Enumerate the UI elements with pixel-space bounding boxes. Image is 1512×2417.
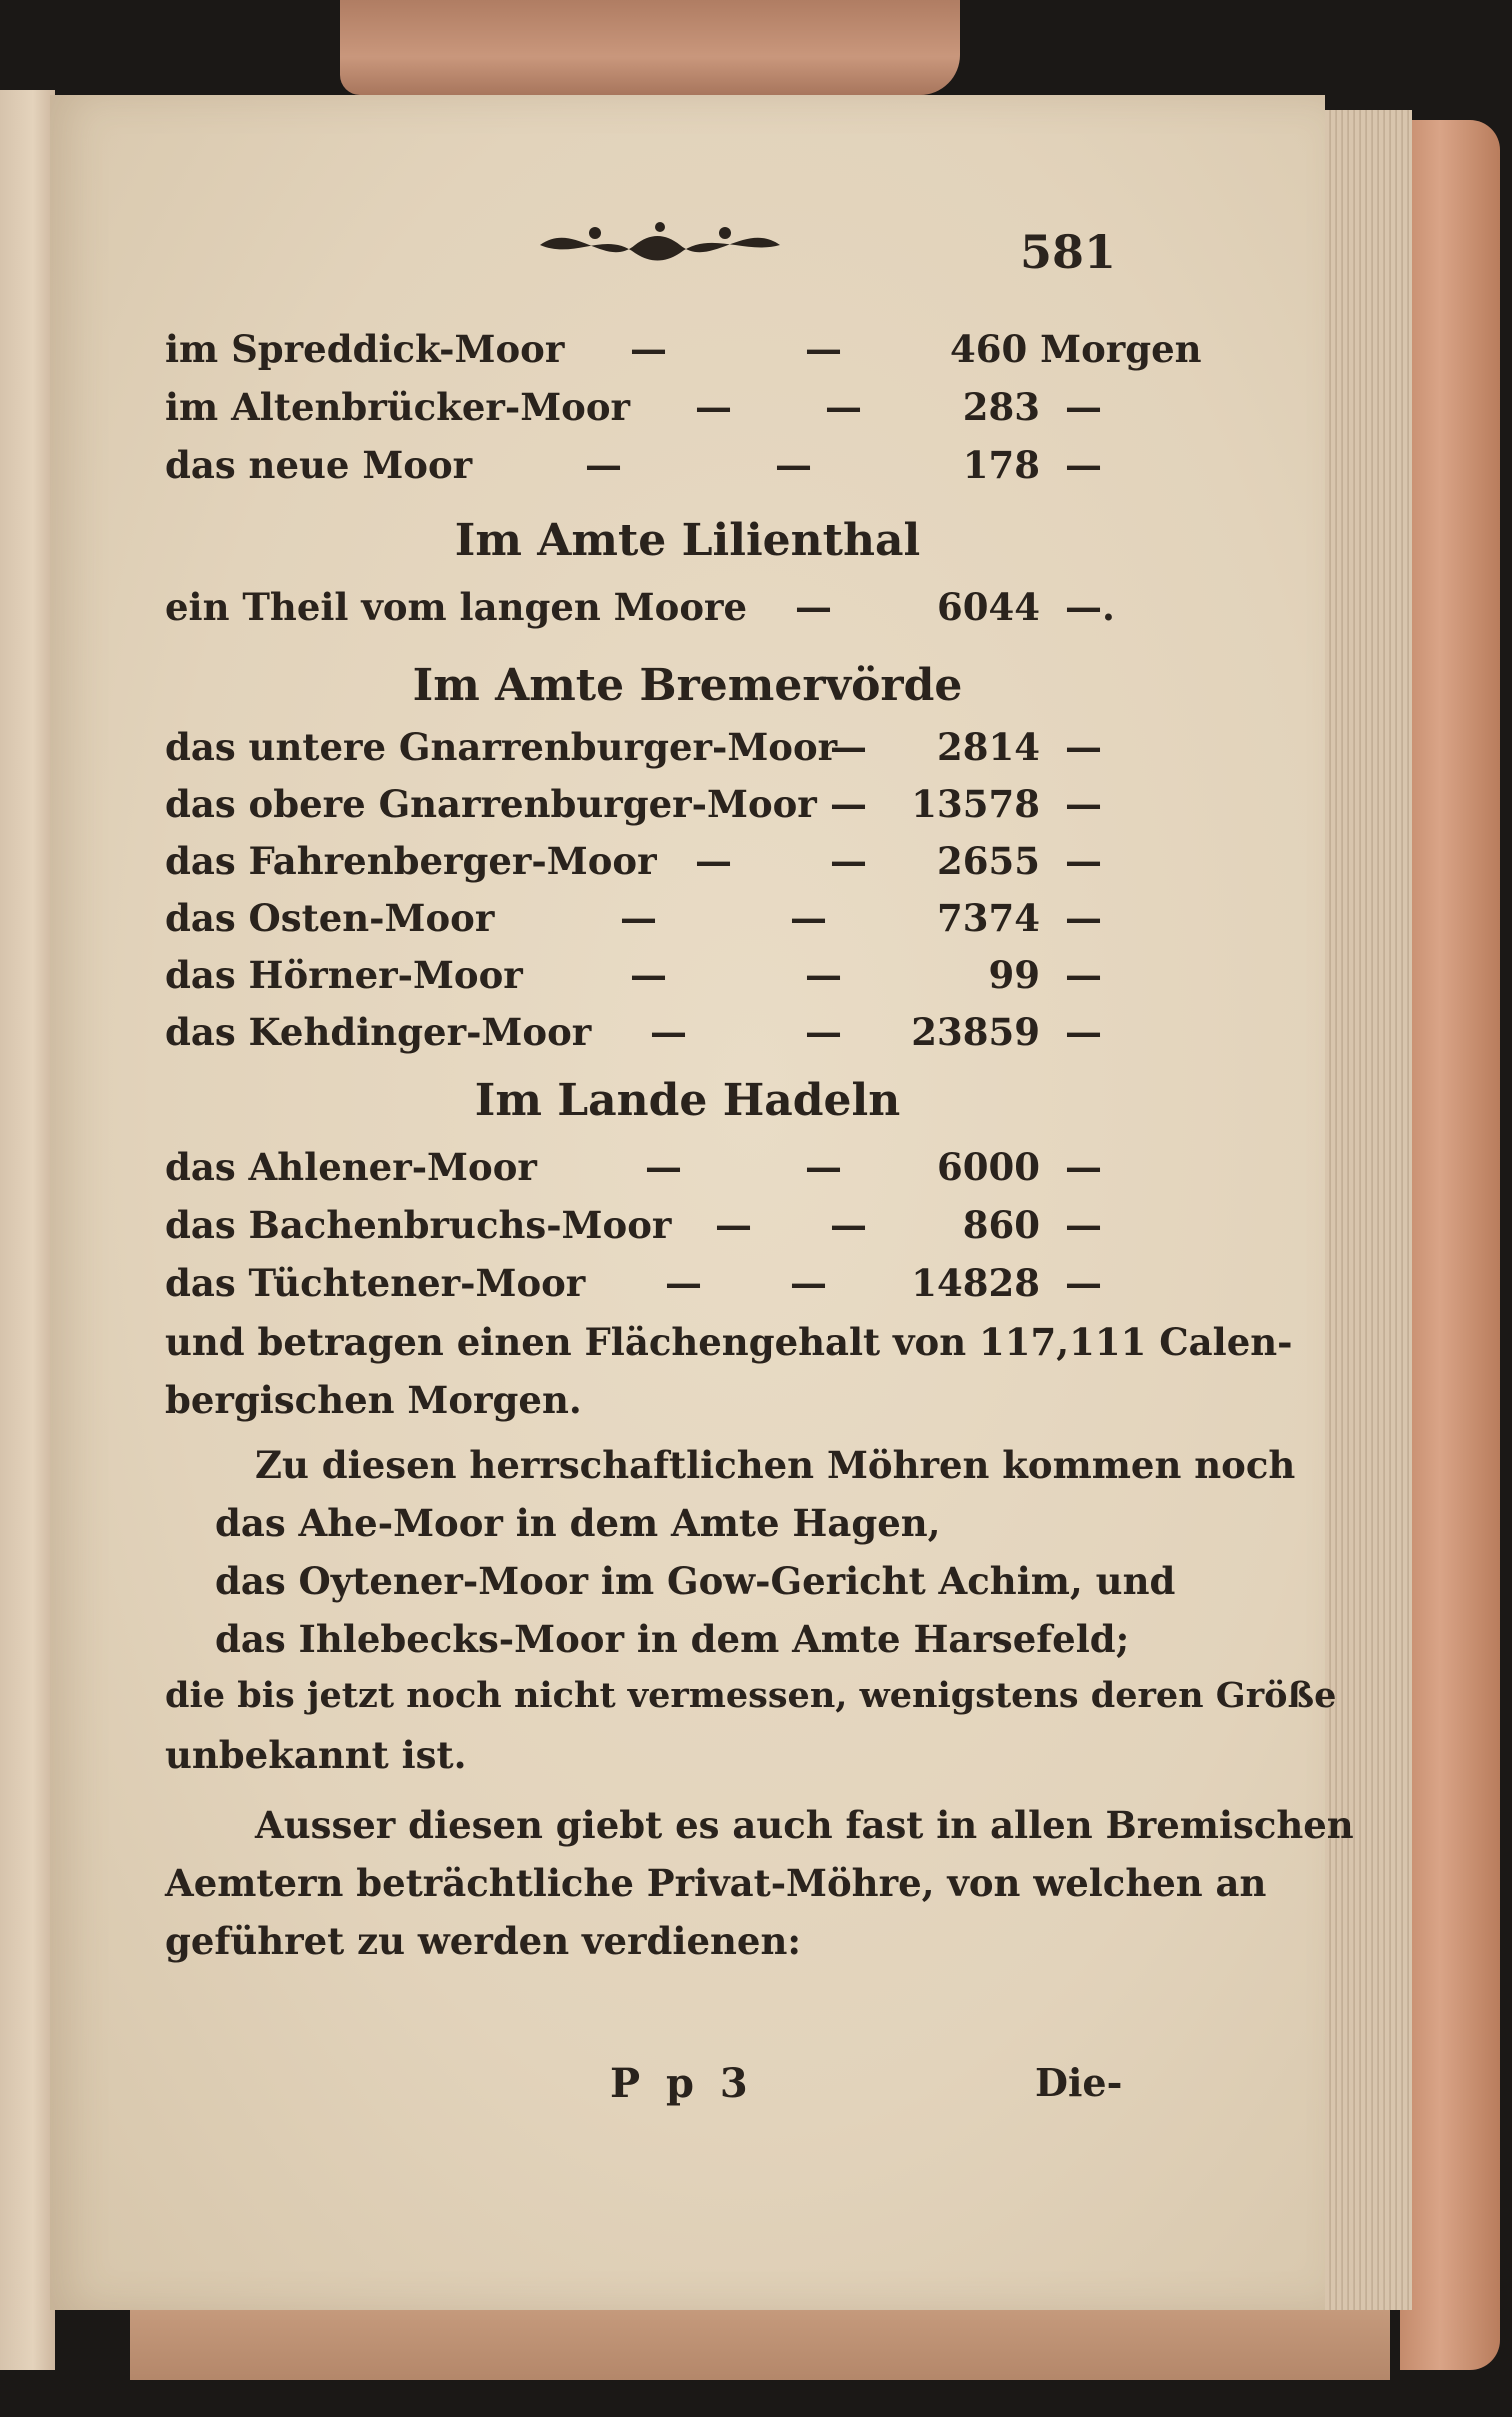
text-line: und betragen einen Flächengehalt von 117,111 Calen- [165,1320,1293,1364]
dash: — [1065,1010,1102,1054]
facing-page-edge [0,90,55,2370]
dash: — [650,1010,687,1054]
area-value: 460 Morgen [950,327,1202,371]
dash: — [645,1145,682,1189]
text-line: Zu diesen herrschaftlichen Möhren kommen noch [255,1443,1296,1487]
moor-name: das Fahrenberger-Moor [165,839,657,883]
text-line: die bis jetzt noch nicht vermessen, wenigstens deren Größe [165,1675,1337,1716]
area-value: 860 [962,1203,1040,1247]
dash: — [825,385,862,429]
list-item [165,1203,1205,1253]
dash: — [1065,385,1102,429]
list-item [165,1010,1205,1060]
dash: — [830,1203,867,1247]
list-item [165,839,1205,889]
dash: — [830,725,867,769]
dash: — [805,1010,842,1054]
moor-name: im Altenbrücker-Moor [165,385,631,429]
area-value: 6044 [937,585,1040,629]
moor-name: das Bachenbruchs-Moor [165,1203,672,1247]
list-item [165,585,1205,635]
moor-name: das Kehdinger-Moor [165,1010,592,1054]
list-item [165,327,1205,377]
moor-name: das Tüchtener-Moor [165,1261,586,1305]
dash: — [1065,443,1102,487]
list-item [165,725,1205,775]
list-item [165,1145,1205,1195]
ornament-icon [535,215,785,275]
text-line: unbekannt ist. [165,1733,467,1777]
list-item [165,953,1205,1003]
dash: — [1065,1203,1102,1247]
dash: — [805,953,842,997]
dash: — [805,1145,842,1189]
text-line: Ausser diesen giebt es auch fast in allen Bremischen [255,1803,1354,1847]
area-value: 23859 [911,1010,1040,1054]
dash: — [630,327,667,371]
book-spine [1400,120,1500,2370]
moor-name: das untere Gnarrenburger-Moor [165,725,838,769]
text-line: Aemtern beträchtliche Privat-Möhre, von welchen an [165,1861,1267,1905]
text-line: bergischen Morgen. [165,1378,582,1422]
dash: — [695,385,732,429]
list-item [165,782,1205,832]
dash: — [830,782,867,826]
book-bottom-edge [130,2310,1390,2380]
text-line: das Ahe-Moor in dem Amte Hagen, [215,1501,941,1545]
list-item [165,1261,1205,1311]
area-value: 2655 [937,839,1040,883]
dash: — [795,585,832,629]
area-value: 2814 [937,725,1040,769]
section-heading: Im Lande Hadeln [474,1075,901,1126]
area-value: 14828 [911,1261,1040,1305]
page-edges [1320,110,1412,2310]
book-page [50,95,1354,2310]
area-value: 6000 [937,1145,1040,1189]
area-value: 99 [988,953,1040,997]
dash: — [775,443,812,487]
text-line: das Ihlebecks-Moor in dem Amte Harsefeld; [215,1617,1130,1661]
area-value: 178 [962,443,1040,487]
section-heading: Im Amte Lilienthal [454,515,921,566]
dash: — [620,896,657,940]
area-value: 283 [962,385,1040,429]
dash: — [1065,839,1102,883]
area-value: 7374 [937,896,1040,940]
dash: — [790,896,827,940]
book-cover-top [340,0,960,95]
text-line: geführet zu werden verdienen: [165,1919,802,1963]
dash: — [630,953,667,997]
dash: — [585,443,622,487]
dash: — [715,1203,752,1247]
dash: — [1065,953,1102,997]
moor-name: das obere Gnarrenburger-Moor [165,782,817,826]
moor-name: das Osten-Moor [165,896,495,940]
text-line: das Oytener-Moor im Gow-Gericht Achim, und [215,1559,1176,1603]
dash: — [1065,782,1102,826]
dash: — [790,1261,827,1305]
list-item [165,385,1205,435]
dash: — [805,327,842,371]
dash: — [1065,1145,1102,1189]
dash: — [830,839,867,883]
area-value: 13578 [911,782,1040,826]
moor-name: das Hörner-Moor [165,953,523,997]
signature-mark: P p 3 [610,2060,754,2107]
moor-name: ein Theil vom langen Moore [165,585,748,629]
list-item [165,896,1205,946]
dash: —. [1065,585,1115,629]
catchword: Die- [1035,2060,1123,2105]
moor-name: das neue Moor [165,443,473,487]
list-item [165,443,1205,493]
section-heading: Im Amte Bremervörde [412,660,963,711]
dash: — [1065,896,1102,940]
dash: — [1065,725,1102,769]
moor-name: das Ahlener-Moor [165,1145,537,1189]
page-number: 581 [1020,225,1117,279]
dash: — [665,1261,702,1305]
dash: — [1065,1261,1102,1305]
moor-name: im Spreddick-Moor [165,327,565,371]
dash: — [695,839,732,883]
